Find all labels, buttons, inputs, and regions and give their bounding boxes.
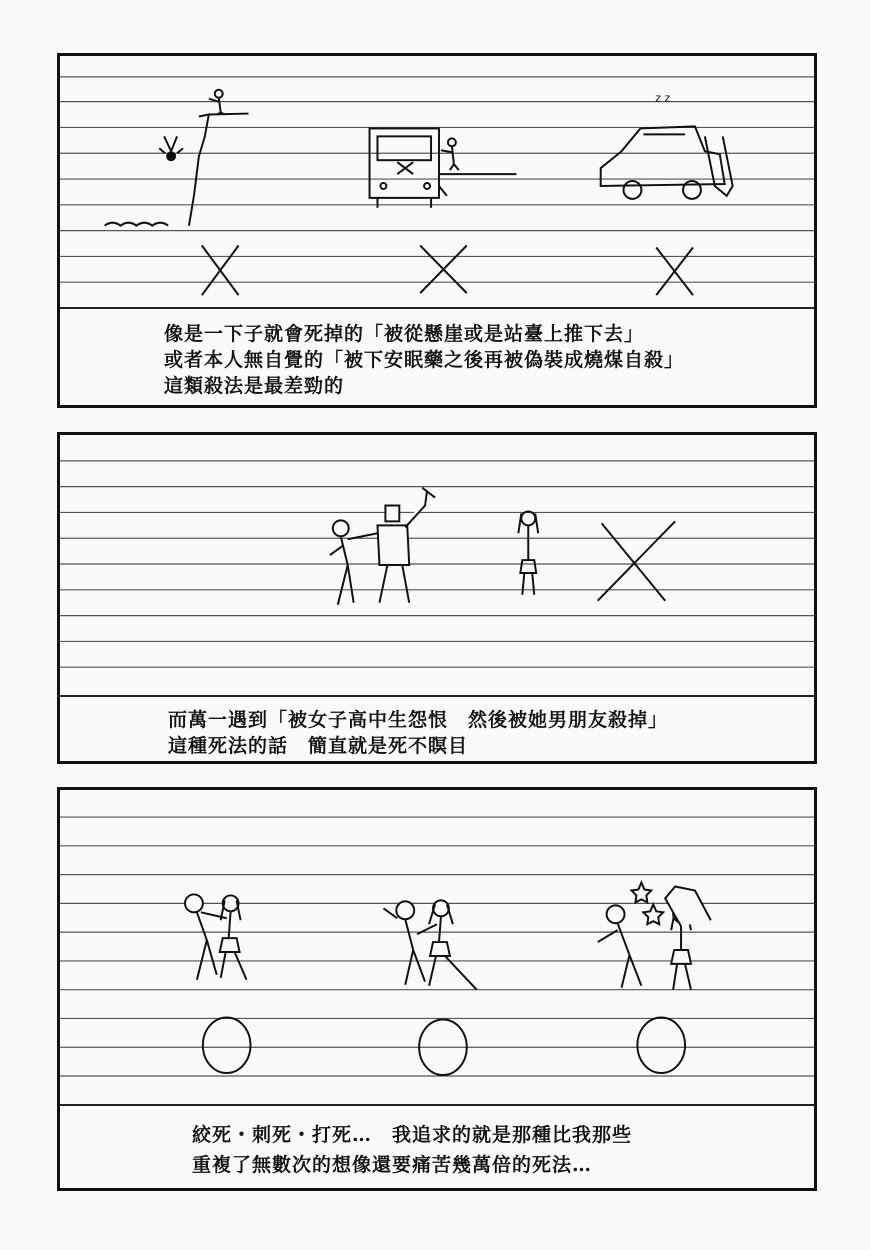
svg-text:z z: z z [655,91,671,105]
car-charcoal-gas-drawing [601,92,733,199]
x-mark [598,521,675,600]
o-marks [203,1017,685,1075]
caption-line: 重複了無數次的想像還要痛苦幾萬倍的死法… [192,1154,593,1176]
caption-line: 絞死・刺死・打死… 我追求的就是那種比我那些 [192,1124,633,1146]
caption-line: 這類殺法是最差勁的 [164,375,345,397]
boyfriend-attack-drawing [330,488,435,605]
panel-2 [57,432,817,764]
panel-2-caption [60,695,814,761]
caption-line: 像是一下子就會死掉的「被從懸崖或是站臺上推下去」 [164,323,645,345]
stabbed-drawing [383,900,476,989]
caption-line: 而萬一遇到「被女子高中生怨恨 然後被她男朋友殺掉」 [168,709,669,731]
caption-line: 這種死法的話 簡直就是死不瞑目 [168,735,469,757]
panel-1-caption [60,307,814,405]
caption-line: 或者本人無自覺的「被下安眠藥之後再被偽裝成燒煤自殺」 [164,349,685,371]
panel-3-art [60,790,814,1110]
panel-3-caption [60,1104,814,1188]
schoolgirl-watching-drawing [518,511,538,594]
beaten-drawing [598,883,711,990]
panel-1 [57,53,817,408]
train-platform-push-drawing [370,128,517,207]
panel-1-art [60,56,814,311]
panel-3 [57,787,817,1191]
strangled-drawing [185,894,247,979]
x-marks [202,246,693,296]
panel-2-art [60,435,814,700]
